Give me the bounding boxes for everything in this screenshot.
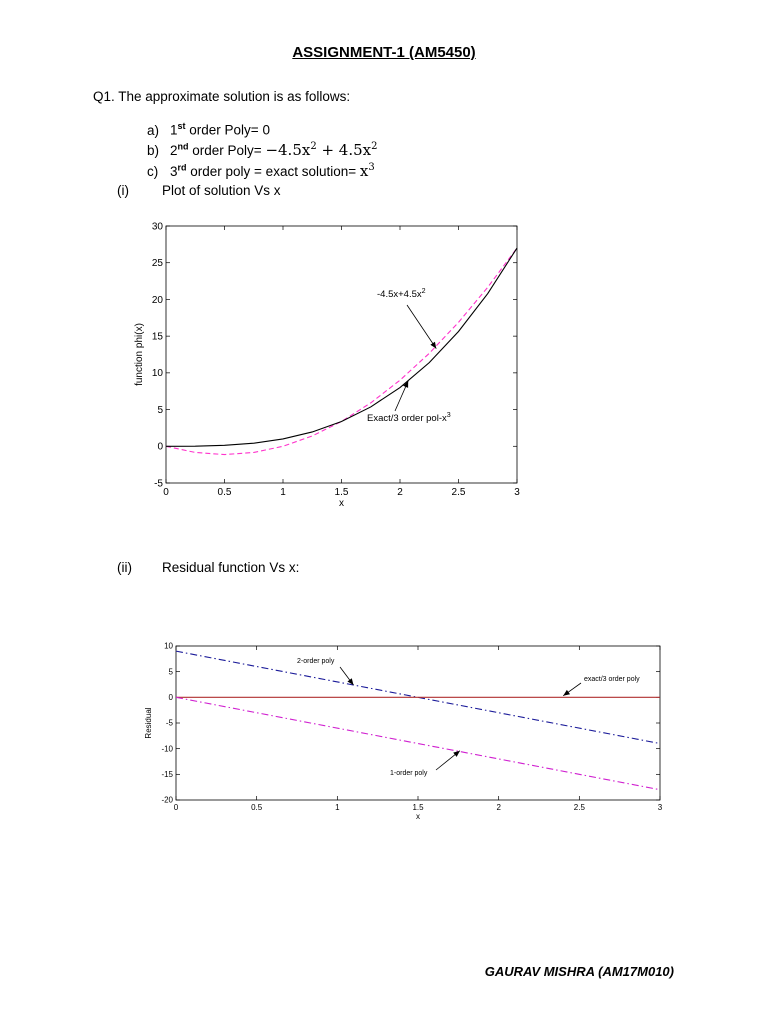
y-tick-label: -15 [161, 770, 173, 779]
y-axis-label: Residual [144, 707, 153, 739]
x-axis-label: x [416, 812, 420, 821]
y-tick-label: 0 [157, 441, 163, 453]
y-tick-label: 30 [151, 221, 163, 233]
y-axis-label: function phi(x) [134, 323, 145, 386]
item-text: 3 [170, 164, 178, 179]
y-tick-label: -10 [161, 744, 173, 754]
item-text: order poly = exact solution= [186, 164, 360, 179]
y-tick-label: -5 [154, 478, 163, 490]
x-tick-label: 0 [173, 803, 179, 812]
superscript: nd [177, 141, 189, 152]
x-axis-label: x [339, 498, 344, 509]
annotation-arrow-head [453, 751, 460, 757]
annotation-label: 1-order poly [390, 770, 428, 777]
page-title: ASSIGNMENT-1 (AM5450) [292, 44, 476, 61]
y-tick-label: 5 [168, 667, 173, 677]
annotation-arrow-head [563, 690, 570, 696]
x-tick-label: 3 [657, 803, 663, 812]
x-tick-label: 0.5 [217, 487, 232, 498]
y-tick-label: 15 [151, 331, 163, 343]
x-tick-label: 1 [280, 487, 286, 498]
y-tick-label: -20 [161, 795, 173, 805]
x-tick-label: 1.5 [412, 803, 424, 812]
y-tick-label: -5 [165, 718, 173, 728]
y-tick-label: 25 [151, 258, 163, 270]
item-text: order Poly= 0 [185, 122, 270, 138]
annotation-label: 2-order poly [297, 658, 335, 665]
annotation-label: exact/3 order poly [584, 676, 640, 683]
annotation-label: $-4.5x+4.5x^2$ [377, 287, 426, 300]
x-tick-label: 1.5 [334, 487, 349, 498]
x-tick-label: 3 [514, 487, 520, 498]
y-tick-label: 0 [168, 693, 173, 702]
x-tick-label: 2.5 [451, 487, 466, 498]
x-tick-label: 2 [397, 487, 403, 498]
x-tick-label: 0.5 [251, 803, 263, 812]
superscript: 2 [371, 141, 378, 152]
section-title-ii: Residual function Vs x: [162, 560, 300, 575]
superscript: 2 [310, 141, 317, 152]
superscript: st [177, 121, 186, 131]
y-tick-label: 10 [164, 641, 173, 651]
annotation-label: Exact/3 order pol-$x^3$ [367, 411, 451, 424]
math-term: −4.5x [265, 141, 311, 159]
item-label: b) [147, 143, 160, 158]
y-tick-label: 10 [151, 368, 163, 380]
section-title-i: Plot of solution Vs x [162, 183, 281, 198]
superscript: rd [177, 162, 187, 173]
y-tick-label: 5 [157, 404, 163, 416]
annotation-superscript: 2 [421, 287, 426, 296]
y-tick-label: 20 [151, 294, 163, 306]
item-label: c) [147, 164, 159, 179]
question-1-intro: Q1. The approximate solution is as follows: [93, 89, 351, 104]
author-footer: GAURAV MISHRA (AM17M010) [484, 964, 674, 979]
math-term: x [359, 162, 369, 180]
section-label-i: (i) [117, 183, 129, 198]
item-text: order Poly= [188, 143, 266, 158]
math-term: + 4.5x [316, 141, 372, 159]
x-tick-label: 1 [335, 803, 340, 812]
section-label-ii: (ii) [117, 560, 132, 575]
x-tick-label: 2 [496, 803, 501, 812]
annotation-superscript: 3 [446, 411, 451, 420]
x-tick-label: 2.5 [573, 803, 585, 812]
superscript: 3 [368, 162, 375, 173]
item-text: 1 [170, 122, 178, 138]
item-text: 2 [170, 143, 178, 158]
x-tick-label: 0 [163, 487, 169, 498]
item-label: a) [147, 122, 160, 138]
